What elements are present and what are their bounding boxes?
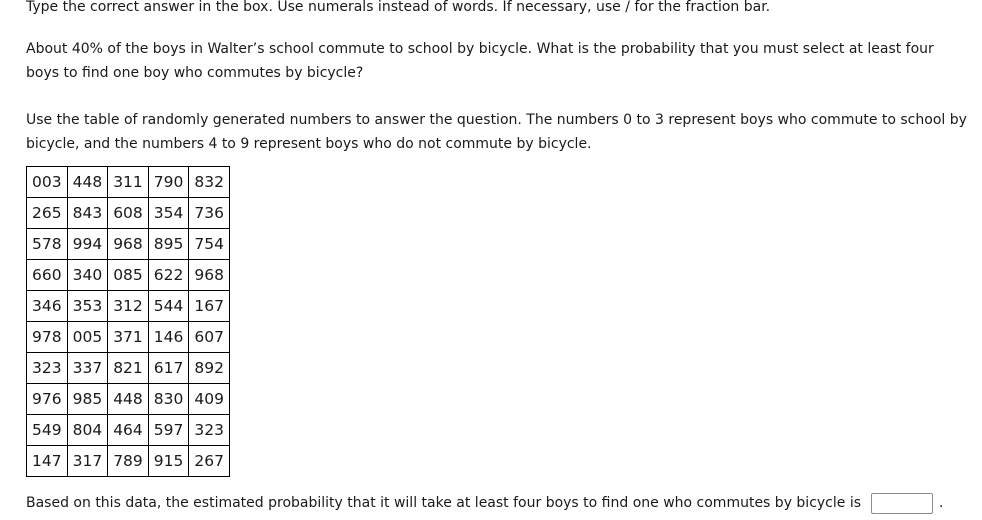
- table-cell: 608: [108, 198, 149, 229]
- table-row: [27, 384, 230, 415]
- table-cell: 005: [67, 322, 108, 353]
- table-cell: 147: [27, 446, 68, 477]
- table-cell: 354: [148, 198, 189, 229]
- table-cell: 660: [27, 260, 68, 291]
- random-numbers-table: [26, 166, 230, 477]
- table-cell: 597: [148, 415, 189, 446]
- table-cell: 821: [108, 353, 149, 384]
- table-cell: 976: [27, 384, 68, 415]
- table-cell: 409: [189, 384, 230, 415]
- table-cell: 448: [67, 167, 108, 198]
- table-cell: 317: [67, 446, 108, 477]
- table-row: [27, 446, 230, 477]
- answer-prompt: Based on this data, the estimated probability that it will take at least four boys to find one who commutes by bicycle is: [26, 495, 862, 511]
- table-cell: 985: [67, 384, 108, 415]
- instruction-text: Type the correct answer in the box. Use numerals instead of words. If necessary, use / for the fraction bar.: [26, 0, 771, 15]
- table-cell: 578: [27, 229, 68, 260]
- table-instruction: Use the table of randomly generated numbers to answer the question. The numbers 0 to 3 represent boys who commute to school by bicycle, and the numbers 4 to 9 represent boys who do not commute by bicycle.: [26, 112, 967, 152]
- table-cell: 892: [189, 353, 230, 384]
- table-row: [27, 198, 230, 229]
- question-intro: About 40% of the boys in Walter’s school commute to school by bicycle. What is the probability that you must select at least four boys to find one boy who commutes by bicycle?: [26, 41, 934, 81]
- table-cell: 544: [148, 291, 189, 322]
- table-cell: 003: [27, 167, 68, 198]
- table-cell: 323: [27, 353, 68, 384]
- table-cell: 622: [148, 260, 189, 291]
- table-cell: 323: [189, 415, 230, 446]
- table-cell: 832: [189, 167, 230, 198]
- table-cell: 311: [108, 167, 149, 198]
- table-cell: 804: [67, 415, 108, 446]
- table-cell: 464: [108, 415, 149, 446]
- table-cell: 736: [189, 198, 230, 229]
- answer-suffix: .: [939, 495, 944, 511]
- table-cell: 340: [67, 260, 108, 291]
- table-row: [27, 260, 230, 291]
- table-cell: 994: [67, 229, 108, 260]
- table-row: [27, 353, 230, 384]
- table-cell: 549: [27, 415, 68, 446]
- table-cell: 754: [189, 229, 230, 260]
- answer-line: [26, 491, 943, 515]
- table-cell: 371: [108, 322, 149, 353]
- table-cell: 267: [189, 446, 230, 477]
- table-cell: 085: [108, 260, 149, 291]
- table-cell: 617: [148, 353, 189, 384]
- table-cell: 353: [67, 291, 108, 322]
- table-cell: 312: [108, 291, 149, 322]
- table-cell: 146: [148, 322, 189, 353]
- table-row: [27, 167, 230, 198]
- table-cell: 895: [148, 229, 189, 260]
- table-cell: 167: [189, 291, 230, 322]
- table-cell: 790: [148, 167, 189, 198]
- table-cell: 448: [108, 384, 149, 415]
- table-row: [27, 322, 230, 353]
- table-cell: 346: [27, 291, 68, 322]
- table-cell: 968: [189, 260, 230, 291]
- table-cell: 607: [189, 322, 230, 353]
- table-cell: 968: [108, 229, 149, 260]
- table-cell: 337: [67, 353, 108, 384]
- table-cell: 915: [148, 446, 189, 477]
- answer-input[interactable]: [871, 493, 933, 514]
- table-row: [27, 291, 230, 322]
- table-cell: 265: [27, 198, 68, 229]
- table-cell: 789: [108, 446, 149, 477]
- table-row: [27, 229, 230, 260]
- table-row: [27, 415, 230, 446]
- table-cell: 830: [148, 384, 189, 415]
- table-cell: 978: [27, 322, 68, 353]
- table-cell: 843: [67, 198, 108, 229]
